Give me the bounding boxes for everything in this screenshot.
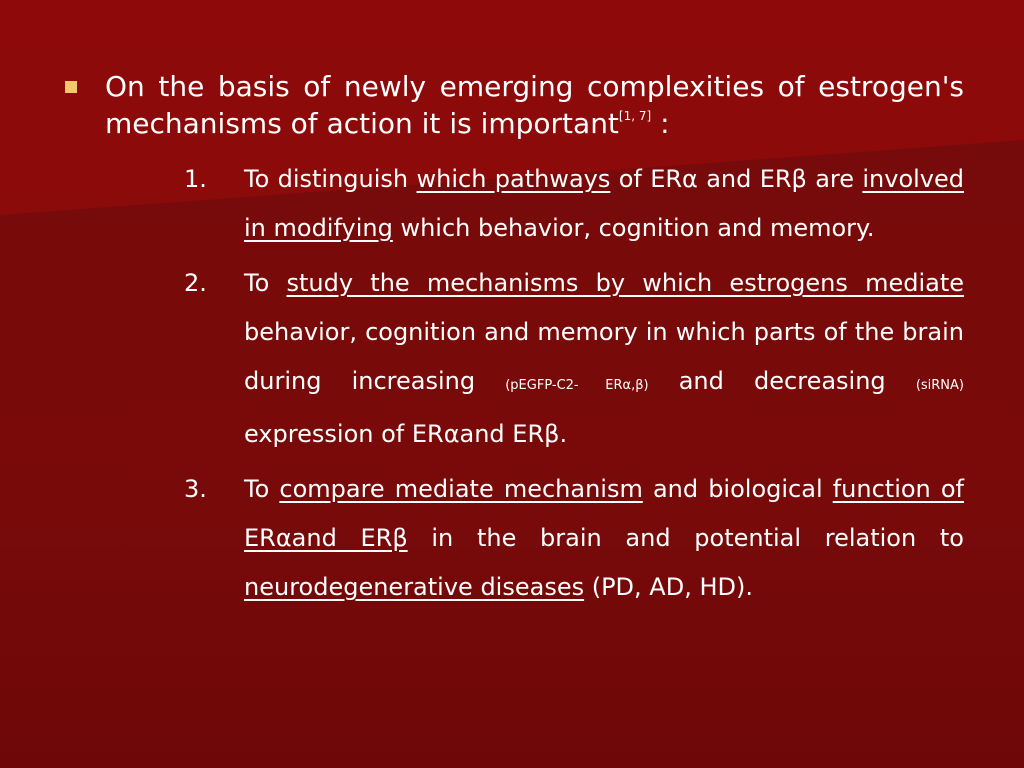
item-text [244,465,964,612]
intro-paragraph [105,68,964,142]
underlined-text: which pathways [416,165,611,193]
list-item-2 [184,259,964,459]
list-item-1 [184,155,964,253]
text-run: behavior, cognition and memory in which parts of the brain during increasing [244,318,964,395]
text-run: To distinguish [244,165,417,193]
text-run: expression of ERαand ERβ. [244,420,568,448]
text-run: in the brain and potential relation to [407,524,964,552]
square-bullet-icon [65,81,77,93]
underlined-text: function of ERαand ERβ [244,475,964,552]
text-run: and biological [642,475,833,503]
small-note: (siRNA) [915,378,964,393]
underlined-text: compare mediate mechanism [279,475,643,503]
small-note: (pEGFP-C2- ERα,β) [505,378,649,393]
text-run: which behavior, cognition and memory. [392,214,875,242]
list-item-3 [184,465,964,612]
item-number: 2. [184,269,207,297]
item-number: 3. [184,475,207,503]
item-text [244,259,964,459]
aims-list [184,155,964,618]
underlined-text: neurodegenerative diseases [244,573,585,601]
item-text [244,155,964,253]
underlined-text: involved in modifying [244,165,964,242]
item-number: 1. [184,165,207,193]
intro-text: On the basis of newly emerging complexities of estrogen's mechanisms of action it is important [105,70,964,140]
text-run: and decreasing [648,367,916,395]
text-run: (PD, AD, HD). [584,573,753,601]
intro-bullet [62,68,964,142]
text-run: To [244,269,287,297]
underlined-text: study the mechanisms by which estrogens mediate [286,269,964,297]
citation: [1, 7] [618,109,652,123]
text-run: To [244,475,280,503]
intro-suffix: : [651,107,670,140]
text-run: of ERα and ERβ are [610,165,863,193]
